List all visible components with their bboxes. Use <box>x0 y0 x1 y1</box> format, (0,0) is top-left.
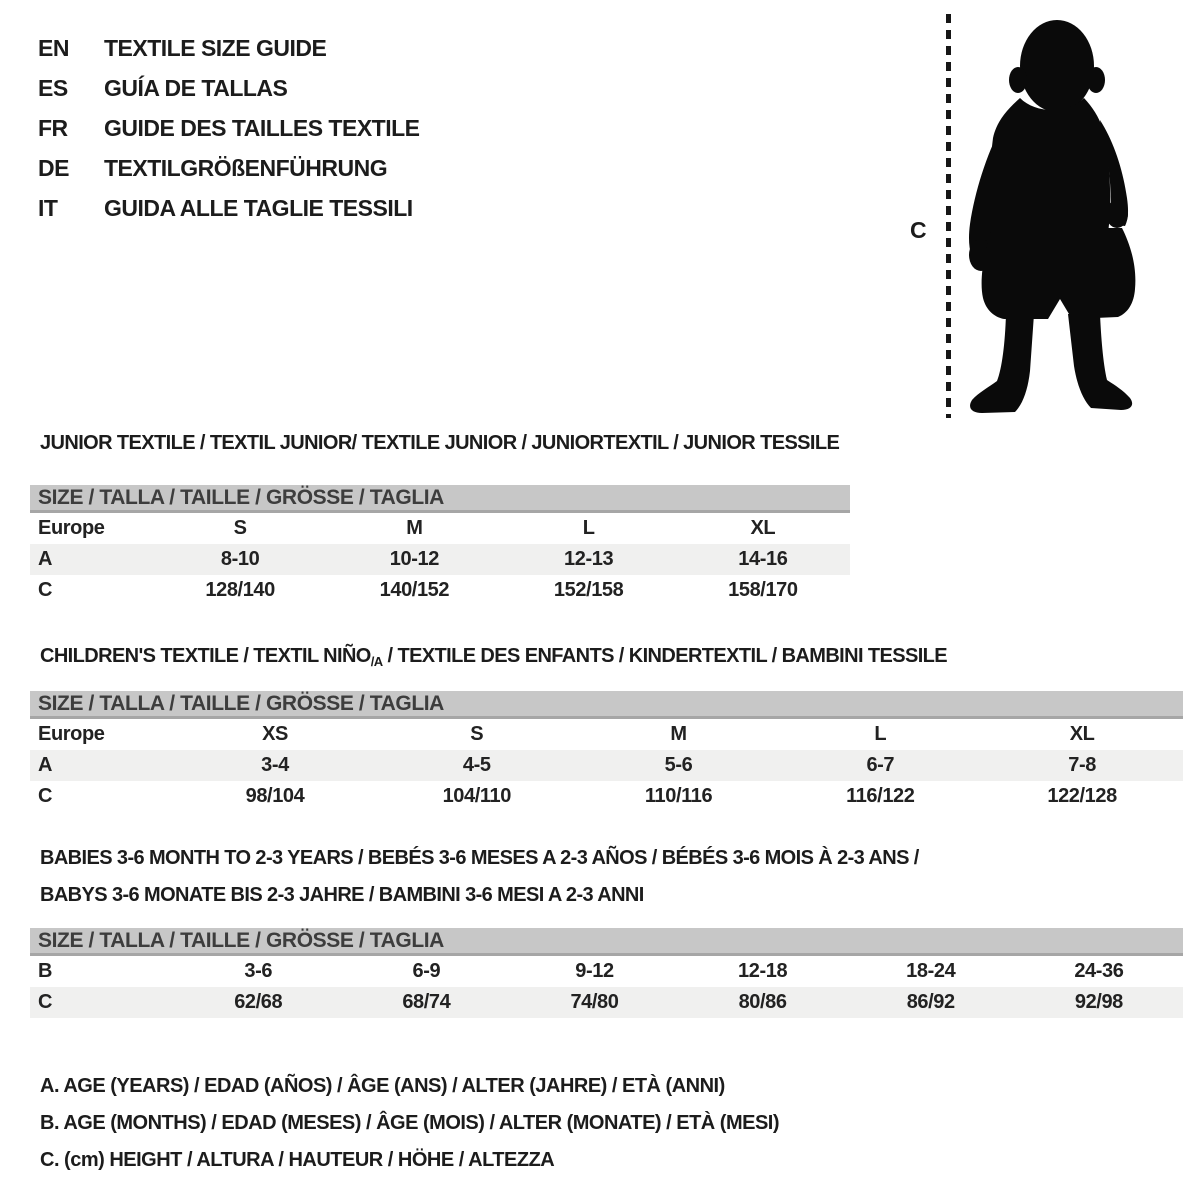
table-cell: 10-12 <box>389 548 439 570</box>
junior-section-title: JUNIOR TEXTILE / TEXTIL JUNIOR/ TEXTILE JUNIOR / JUNIORTEXTIL / JUNIOR TESSILE <box>40 432 840 454</box>
row-label: Europe <box>38 517 105 539</box>
language-header <box>38 30 420 230</box>
lang-row-es <box>38 70 420 110</box>
row-label: A <box>38 548 53 570</box>
junior-size-band: SIZE / TALLA / TAILLE / GRÖSSE / TAGLIA <box>30 485 850 513</box>
table-row <box>30 719 1183 750</box>
row-label: C <box>38 579 53 601</box>
lang-title: GUÍA DE TALLAS <box>104 75 288 101</box>
table-cell: L <box>582 517 595 539</box>
table-row <box>30 513 850 544</box>
table-cell: 5-6 <box>664 754 693 776</box>
table-cell: 3-6 <box>244 960 273 982</box>
table-cell: 122/128 <box>1047 785 1117 807</box>
table-cell: 110/116 <box>644 785 713 807</box>
table-cell: 8-10 <box>220 548 260 570</box>
children-size-table <box>30 691 1183 812</box>
height-line-label: C <box>910 217 927 243</box>
lang-title: GUIDE DES TAILLES TEXTILE <box>104 115 420 141</box>
table-row <box>30 575 850 606</box>
table-row <box>30 956 1183 987</box>
table-cell: 80/86 <box>738 991 787 1013</box>
table-cell: 116/122 <box>846 785 915 807</box>
children-title-subscript: /A <box>370 654 383 669</box>
table-cell: 12-13 <box>564 548 614 570</box>
table-cell: 4-5 <box>462 754 491 776</box>
lang-code: DE <box>38 155 69 181</box>
footnote-c: C. (cm) HEIGHT / ALTURA / HAUTEUR / HÖHE / ALTEZZA <box>40 1149 555 1171</box>
junior-size-table <box>30 485 850 606</box>
table-cell: 7-8 <box>1068 754 1096 776</box>
lang-code: FR <box>38 115 68 141</box>
table-cell: 128/140 <box>205 579 275 601</box>
children-title-suffix: / TEXTILE DES ENFANTS / KINDERTEXTIL / BAMBINI TESSILE <box>382 645 948 667</box>
babies-section-title <box>40 840 919 914</box>
children-section-title <box>40 645 947 673</box>
lang-row-en <box>38 30 420 70</box>
lang-title: TEXTILGRÖßENFÜHRUNG <box>104 155 388 181</box>
table-cell: 9-12 <box>575 960 614 982</box>
table-cell: 158/170 <box>728 579 798 601</box>
table-cell: 6-7 <box>866 754 895 776</box>
lang-code: EN <box>38 35 69 61</box>
table-cell: 18-24 <box>906 960 956 982</box>
table-cell: 140/152 <box>379 579 450 601</box>
children-size-band: SIZE / TALLA / TAILLE / GRÖSSE / TAGLIA <box>30 691 1183 719</box>
footnotes <box>40 1068 779 1179</box>
children-title-prefix: CHILDREN'S TEXTILE / TEXTIL NIÑO <box>40 645 371 667</box>
lang-title: GUIDA ALLE TAGLIE TESSILI <box>104 195 413 221</box>
table-cell: XL <box>750 517 776 539</box>
table-cell: 3-4 <box>261 754 289 776</box>
table-cell: 24-36 <box>1074 960 1124 982</box>
babies-size-table <box>30 928 1183 1018</box>
babies-size-band: SIZE / TALLA / TAILLE / GRÖSSE / TAGLIA <box>30 928 1183 956</box>
table-cell: 6-9 <box>412 960 441 982</box>
babies-title-line1: BABIES 3-6 MONTH TO 2-3 YEARS / BEBÉS 3-6 MESES A 2-3 AÑOS / BÉBÉS 3-6 MOIS À 2-3 ANS / <box>40 847 919 869</box>
table-cell: 98/104 <box>245 785 305 807</box>
table-cell: 14-16 <box>738 548 788 570</box>
lang-code: IT <box>38 195 58 221</box>
babies-title-line2: BABYS 3-6 MONATE BIS 2-3 JAHRE / BAMBINI 3-6 MESI A 2-3 ANNI <box>40 884 644 906</box>
row-label: C <box>38 991 53 1013</box>
table-cell: 74/80 <box>570 991 619 1013</box>
footnote-a: A. AGE (YEARS) / EDAD (AÑOS) / ÂGE (ANS) / ALTER (JAHRE) / ETÀ (ANNI) <box>40 1075 725 1097</box>
table-cell: 68/74 <box>402 991 451 1013</box>
row-label: C <box>38 785 53 807</box>
table-cell: 152/158 <box>553 579 624 601</box>
row-label: B <box>38 960 53 982</box>
table-cell: 92/98 <box>1074 991 1123 1013</box>
table-row <box>30 987 1183 1018</box>
table-cell: XS <box>262 723 288 745</box>
row-label: Europe <box>38 723 105 745</box>
table-cell: 12-18 <box>738 960 788 982</box>
table-cell: XL <box>1069 723 1095 745</box>
table-cell: S <box>233 517 247 539</box>
height-dashed-line <box>946 14 951 418</box>
table-cell: M <box>670 723 687 745</box>
lang-row-de <box>38 150 420 190</box>
table-cell: M <box>406 517 423 539</box>
table-row <box>30 544 850 575</box>
table-cell: 104/110 <box>442 785 511 807</box>
toddler-silhouette-icon <box>962 18 1140 418</box>
lang-title: TEXTILE SIZE GUIDE <box>104 35 327 61</box>
table-cell: L <box>874 723 887 745</box>
table-cell: 86/92 <box>906 991 955 1013</box>
table-cell: S <box>470 723 484 745</box>
footnote-b: B. AGE (MONTHS) / EDAD (MESES) / ÂGE (MOIS) / ALTER (MONATE) / ETÀ (MESI) <box>40 1112 780 1134</box>
lang-row-fr <box>38 110 420 150</box>
row-label: A <box>38 754 53 776</box>
table-cell: 62/68 <box>234 991 283 1013</box>
lang-row-it <box>38 190 420 230</box>
table-row <box>30 781 1183 812</box>
lang-code: ES <box>38 75 68 101</box>
table-row <box>30 750 1183 781</box>
